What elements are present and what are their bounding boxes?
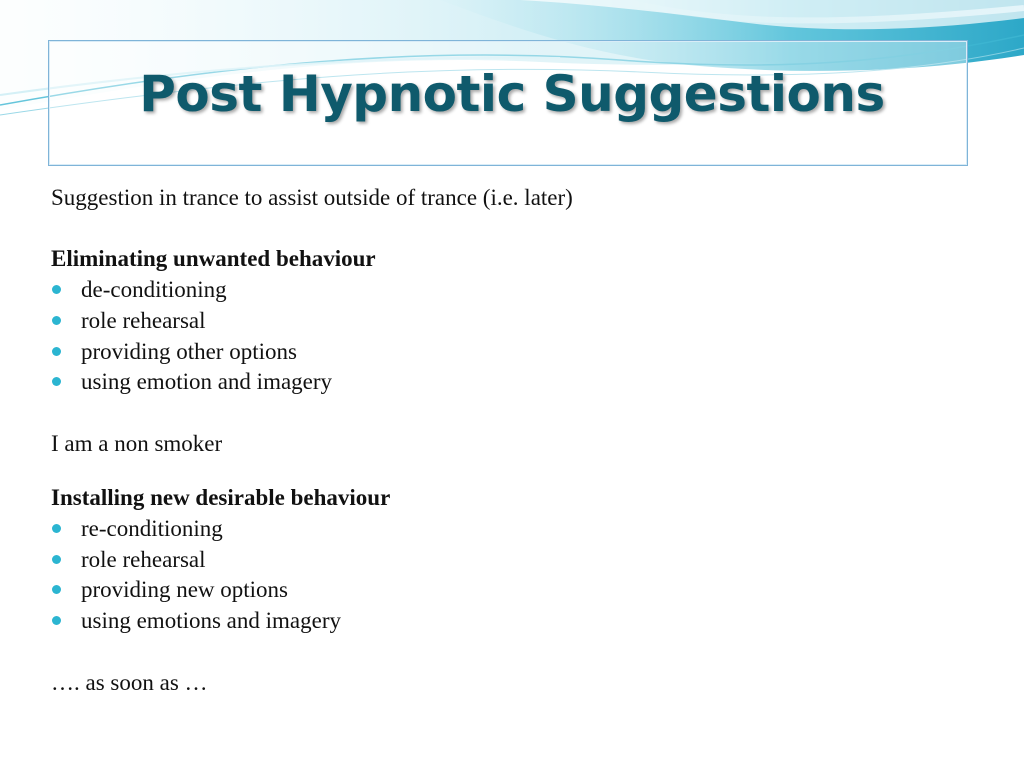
spacer bbox=[51, 398, 951, 429]
list-item-label: using emotion and imagery bbox=[81, 369, 333, 395]
bullet-dot-icon bbox=[52, 616, 61, 625]
bullet-dot-icon bbox=[52, 316, 61, 325]
bullet-dot-icon bbox=[52, 285, 61, 294]
list-item bbox=[51, 606, 951, 637]
section-heading-eliminating: Eliminating unwanted behaviour bbox=[51, 246, 376, 272]
bullet-dot-icon bbox=[52, 585, 61, 594]
closing-text: …. as soon as … bbox=[51, 669, 208, 695]
list-item bbox=[51, 275, 951, 306]
bullet-list-eliminating bbox=[51, 275, 951, 398]
list-item bbox=[51, 337, 951, 368]
intro-text: Suggestion in trance to assist outside of trance (i.e. later) bbox=[51, 185, 573, 210]
bullet-dot-icon bbox=[52, 524, 61, 533]
slide-body bbox=[51, 183, 951, 698]
list-item bbox=[51, 367, 951, 398]
example-text: I am a non smoker bbox=[51, 430, 223, 456]
bullet-dot-icon bbox=[52, 347, 61, 356]
list-item-label: role rehearsal bbox=[81, 307, 206, 333]
list-item bbox=[51, 575, 951, 606]
list-item bbox=[51, 514, 951, 545]
list-item-label: role rehearsal bbox=[81, 546, 206, 572]
bullet-dot-icon bbox=[52, 555, 61, 564]
spacer bbox=[51, 637, 951, 668]
list-item bbox=[51, 545, 951, 576]
spacer bbox=[51, 214, 951, 245]
list-item-label: providing other options bbox=[81, 338, 297, 364]
bullet-dot-icon bbox=[52, 377, 61, 386]
list-item-label: providing new options bbox=[81, 577, 288, 603]
section-heading-installing: Installing new desirable behaviour bbox=[51, 485, 391, 511]
bullet-list-installing bbox=[51, 514, 951, 637]
list-item-label: de-conditioning bbox=[81, 277, 227, 303]
list-item-label: re-conditioning bbox=[81, 516, 223, 541]
list-item-label: using emotions and imagery bbox=[81, 608, 341, 634]
list-item bbox=[51, 306, 951, 337]
slide-title: Post Hypnotic Suggestions bbox=[139, 65, 885, 123]
spacer bbox=[51, 459, 951, 483]
